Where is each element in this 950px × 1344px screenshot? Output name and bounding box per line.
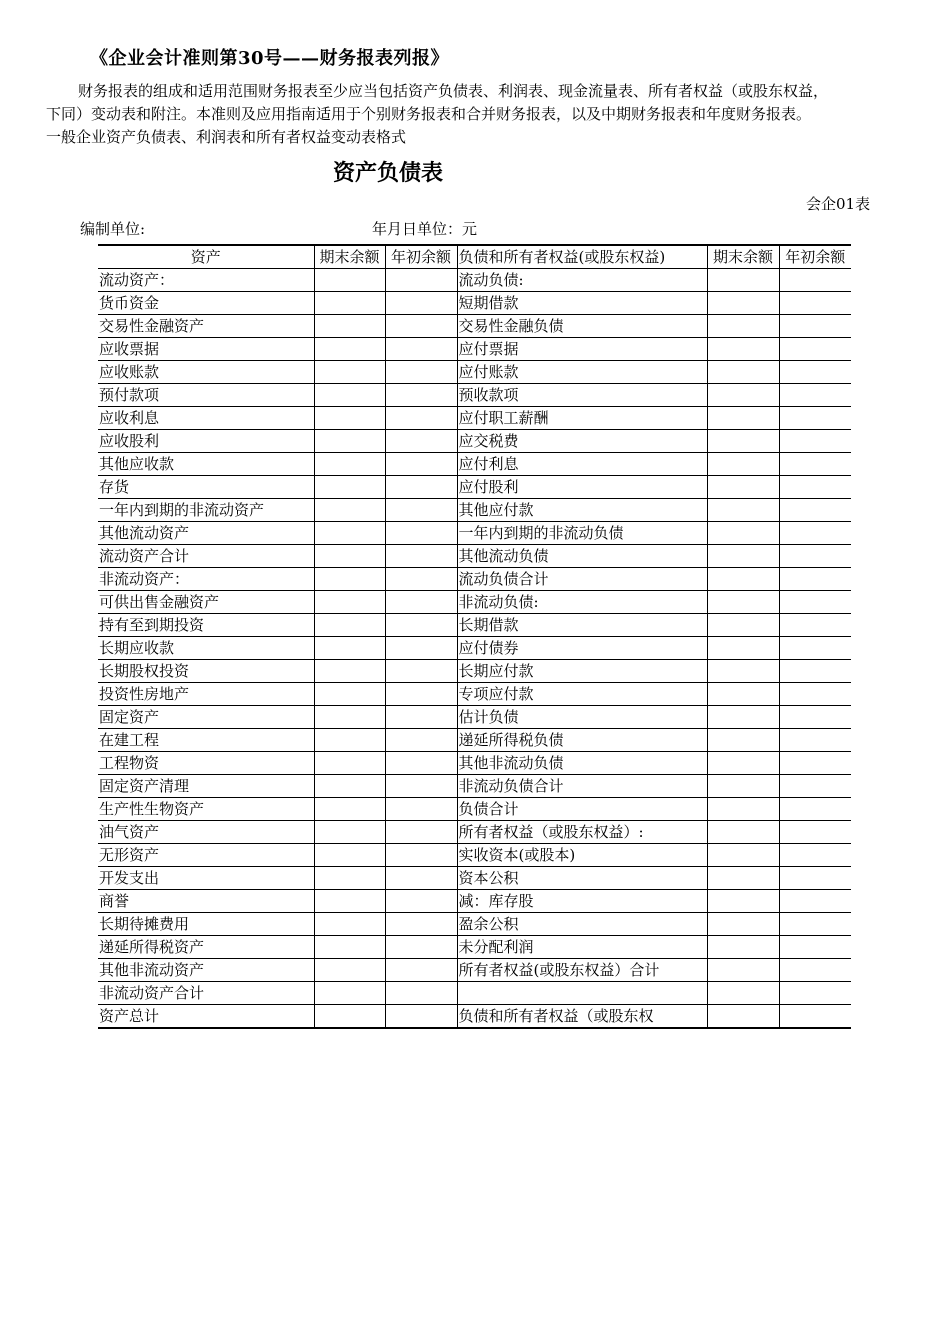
liability-opening-balance-cell bbox=[779, 821, 851, 844]
liability-item-cell: 流动负债: bbox=[457, 269, 707, 292]
liability-item-cell: 流动负债合计 bbox=[457, 568, 707, 591]
asset-opening-balance-cell bbox=[385, 821, 457, 844]
liability-item-cell: 长期借款 bbox=[457, 614, 707, 637]
date-unit-label: 年月日单位：元 bbox=[372, 220, 478, 238]
table-row bbox=[98, 361, 851, 384]
asset-ending-balance-cell bbox=[314, 706, 385, 729]
table-row bbox=[98, 384, 851, 407]
asset-item-cell: 在建工程 bbox=[98, 729, 314, 752]
asset-item-cell: 长期待摊费用 bbox=[98, 913, 314, 936]
asset-opening-balance-cell bbox=[385, 269, 457, 292]
asset-ending-balance-cell bbox=[314, 729, 385, 752]
asset-item-cell: 固定资产 bbox=[98, 706, 314, 729]
asset-opening-balance-cell bbox=[385, 683, 457, 706]
asset-item-cell: 商誉 bbox=[98, 890, 314, 913]
asset-item-cell: 货币资金 bbox=[98, 292, 314, 315]
liability-item-cell: 所有者权益（或股东权益）: bbox=[457, 821, 707, 844]
liability-opening-balance-cell bbox=[779, 315, 851, 338]
asset-item-cell: 其他非流动资产 bbox=[98, 959, 314, 982]
asset-ending-balance-cell bbox=[314, 637, 385, 660]
paragraph-line: 下同）变动表和附注。本准则及应用指南适用于个别财务报表和合并财务报表，以及中期财务报表和年度财务报表。 bbox=[46, 105, 812, 123]
asset-opening-balance-cell bbox=[385, 476, 457, 499]
asset-ending-balance-cell bbox=[314, 775, 385, 798]
liability-opening-balance-cell bbox=[779, 361, 851, 384]
liability-opening-balance-cell bbox=[779, 614, 851, 637]
liability-opening-balance-cell bbox=[779, 890, 851, 913]
asset-ending-balance-cell bbox=[314, 384, 385, 407]
asset-item-cell: 应收利息 bbox=[98, 407, 314, 430]
liability-item-cell: 一年内到期的非流动负债 bbox=[457, 522, 707, 545]
asset-item-cell: 资产总计 bbox=[98, 1005, 314, 1029]
liability-opening-balance-cell bbox=[779, 591, 851, 614]
asset-item-cell: 应收股利 bbox=[98, 430, 314, 453]
table-row bbox=[98, 453, 851, 476]
asset-opening-balance-cell bbox=[385, 292, 457, 315]
asset-opening-balance-cell bbox=[385, 568, 457, 591]
liability-item-cell: 应付职工薪酬 bbox=[457, 407, 707, 430]
asset-ending-balance-cell bbox=[314, 591, 385, 614]
table-row bbox=[98, 959, 851, 982]
liability-item-cell: 负债合计 bbox=[457, 798, 707, 821]
asset-opening-balance-cell bbox=[385, 384, 457, 407]
asset-opening-balance-cell bbox=[385, 982, 457, 1005]
asset-opening-balance-cell bbox=[385, 867, 457, 890]
liability-ending-balance-cell bbox=[707, 959, 779, 982]
liability-ending-balance-cell bbox=[707, 522, 779, 545]
asset-opening-balance-cell bbox=[385, 614, 457, 637]
liability-ending-balance-cell bbox=[707, 315, 779, 338]
liability-ending-balance-cell bbox=[707, 729, 779, 752]
liability-ending-balance-cell bbox=[707, 407, 779, 430]
liability-ending-balance-cell bbox=[707, 1005, 779, 1029]
liability-opening-balance-cell bbox=[779, 867, 851, 890]
table-row bbox=[98, 729, 851, 752]
liability-item-cell: 负债和所有者权益（或股东权 bbox=[457, 1005, 707, 1029]
asset-ending-balance-cell bbox=[314, 890, 385, 913]
liability-ending-balance-cell bbox=[707, 476, 779, 499]
asset-opening-balance-cell bbox=[385, 430, 457, 453]
asset-ending-balance-cell bbox=[314, 821, 385, 844]
asset-ending-balance-cell bbox=[314, 959, 385, 982]
table-row bbox=[98, 545, 851, 568]
liability-opening-balance-cell bbox=[779, 1005, 851, 1029]
asset-opening-balance-cell bbox=[385, 798, 457, 821]
liability-ending-balance-cell bbox=[707, 706, 779, 729]
asset-opening-balance-cell bbox=[385, 936, 457, 959]
asset-item-cell: 应收票据 bbox=[98, 338, 314, 361]
table-row bbox=[98, 913, 851, 936]
liability-ending-balance-cell bbox=[707, 867, 779, 890]
asset-opening-balance-cell bbox=[385, 775, 457, 798]
liability-item-cell: 短期借款 bbox=[457, 292, 707, 315]
paragraph-line: 财务报表的组成和适用范围财务报表至少应当包括资产负债表、利润表、现金流量表、所有者权益（或股东权益， bbox=[78, 82, 829, 100]
paragraph-line: 一般企业资产负债表、利润表和所有者权益变动表格式 bbox=[46, 128, 407, 146]
liability-item-cell bbox=[457, 982, 707, 1005]
table-row bbox=[98, 798, 851, 821]
asset-item-cell: 预付款项 bbox=[98, 384, 314, 407]
table-row bbox=[98, 338, 851, 361]
liability-ending-balance-cell bbox=[707, 384, 779, 407]
liability-opening-balance-cell bbox=[779, 637, 851, 660]
header-liabilities-equity: 负债和所有者权益(或股东权益) bbox=[457, 245, 707, 269]
liability-opening-balance-cell bbox=[779, 499, 851, 522]
liability-opening-balance-cell bbox=[779, 913, 851, 936]
table-row bbox=[98, 315, 851, 338]
liability-item-cell: 应付债券 bbox=[457, 637, 707, 660]
asset-opening-balance-cell bbox=[385, 522, 457, 545]
table-row bbox=[98, 844, 851, 867]
table-row bbox=[98, 660, 851, 683]
liability-opening-balance-cell bbox=[779, 407, 851, 430]
table-row bbox=[98, 292, 851, 315]
liability-opening-balance-cell bbox=[779, 453, 851, 476]
balance-sheet-table bbox=[98, 244, 851, 1029]
asset-ending-balance-cell bbox=[314, 614, 385, 637]
asset-ending-balance-cell bbox=[314, 407, 385, 430]
liability-item-cell: 递延所得税负债 bbox=[457, 729, 707, 752]
asset-item-cell: 生产性生物资产 bbox=[98, 798, 314, 821]
asset-item-cell: 长期股权投资 bbox=[98, 660, 314, 683]
table-row bbox=[98, 476, 851, 499]
liability-opening-balance-cell bbox=[779, 775, 851, 798]
table-row bbox=[98, 821, 851, 844]
asset-item-cell: 非流动资产： bbox=[98, 568, 314, 591]
liability-opening-balance-cell bbox=[779, 545, 851, 568]
liability-ending-balance-cell bbox=[707, 775, 779, 798]
table-row bbox=[98, 522, 851, 545]
asset-opening-balance-cell bbox=[385, 315, 457, 338]
liability-opening-balance-cell bbox=[779, 292, 851, 315]
asset-opening-balance-cell bbox=[385, 890, 457, 913]
asset-opening-balance-cell bbox=[385, 660, 457, 683]
asset-ending-balance-cell bbox=[314, 269, 385, 292]
table-row bbox=[98, 890, 851, 913]
asset-ending-balance-cell bbox=[314, 315, 385, 338]
table-row bbox=[98, 683, 851, 706]
asset-ending-balance-cell bbox=[314, 499, 385, 522]
liability-opening-balance-cell bbox=[779, 798, 851, 821]
asset-opening-balance-cell bbox=[385, 338, 457, 361]
liability-ending-balance-cell bbox=[707, 568, 779, 591]
liability-ending-balance-cell bbox=[707, 430, 779, 453]
liability-ending-balance-cell bbox=[707, 269, 779, 292]
liability-ending-balance-cell bbox=[707, 637, 779, 660]
asset-item-cell: 开发支出 bbox=[98, 867, 314, 890]
asset-item-cell: 流动资产合计 bbox=[98, 545, 314, 568]
asset-opening-balance-cell bbox=[385, 499, 457, 522]
asset-item-cell: 非流动资产合计 bbox=[98, 982, 314, 1005]
asset-item-cell: 投资性房地产 bbox=[98, 683, 314, 706]
asset-opening-balance-cell bbox=[385, 913, 457, 936]
asset-ending-balance-cell bbox=[314, 867, 385, 890]
liability-item-cell: 实收资本(或股本) bbox=[457, 844, 707, 867]
table-row bbox=[98, 752, 851, 775]
asset-opening-balance-cell bbox=[385, 591, 457, 614]
liability-opening-balance-cell bbox=[779, 660, 851, 683]
liability-opening-balance-cell bbox=[779, 729, 851, 752]
table-row bbox=[98, 867, 851, 890]
asset-ending-balance-cell bbox=[314, 430, 385, 453]
asset-item-cell: 递延所得税资产 bbox=[98, 936, 314, 959]
liability-ending-balance-cell bbox=[707, 821, 779, 844]
asset-ending-balance-cell bbox=[314, 660, 385, 683]
liability-opening-balance-cell bbox=[779, 683, 851, 706]
asset-item-cell: 交易性金融资产 bbox=[98, 315, 314, 338]
asset-ending-balance-cell bbox=[314, 545, 385, 568]
asset-item-cell: 流动资产： bbox=[98, 269, 314, 292]
asset-ending-balance-cell bbox=[314, 1005, 385, 1029]
document-title: 《企业会计准则第30号——财务报表列报》 bbox=[90, 48, 450, 69]
asset-opening-balance-cell bbox=[385, 1005, 457, 1029]
liability-ending-balance-cell bbox=[707, 453, 779, 476]
asset-item-cell: 油气资产 bbox=[98, 821, 314, 844]
table-row bbox=[98, 637, 851, 660]
asset-opening-balance-cell bbox=[385, 844, 457, 867]
asset-opening-balance-cell bbox=[385, 545, 457, 568]
liability-opening-balance-cell bbox=[779, 752, 851, 775]
liability-item-cell: 其他应付款 bbox=[457, 499, 707, 522]
liability-item-cell: 盈余公积 bbox=[457, 913, 707, 936]
liability-item-cell: 专项应付款 bbox=[457, 683, 707, 706]
liability-item-cell: 其他非流动负债 bbox=[457, 752, 707, 775]
table-header-row bbox=[98, 245, 851, 269]
liability-ending-balance-cell bbox=[707, 913, 779, 936]
table-row bbox=[98, 1005, 851, 1029]
asset-item-cell: 无形资产 bbox=[98, 844, 314, 867]
table-row bbox=[98, 269, 851, 292]
table-row bbox=[98, 982, 851, 1005]
asset-ending-balance-cell bbox=[314, 522, 385, 545]
header-opening-balance: 年初余额 bbox=[779, 245, 851, 269]
liability-ending-balance-cell bbox=[707, 338, 779, 361]
form-code: 会企01表 bbox=[806, 195, 871, 213]
asset-opening-balance-cell bbox=[385, 361, 457, 384]
table-row bbox=[98, 936, 851, 959]
liability-item-cell: 估计负债 bbox=[457, 706, 707, 729]
asset-ending-balance-cell bbox=[314, 913, 385, 936]
asset-item-cell: 工程物资 bbox=[98, 752, 314, 775]
liability-opening-balance-cell bbox=[779, 338, 851, 361]
asset-item-cell: 一年内到期的非流动资产 bbox=[98, 499, 314, 522]
intro-paragraph bbox=[46, 80, 916, 149]
liability-ending-balance-cell bbox=[707, 660, 779, 683]
liability-ending-balance-cell bbox=[707, 361, 779, 384]
liability-ending-balance-cell bbox=[707, 844, 779, 867]
asset-ending-balance-cell bbox=[314, 683, 385, 706]
liability-item-cell: 未分配利润 bbox=[457, 936, 707, 959]
asset-item-cell: 应收账款 bbox=[98, 361, 314, 384]
liability-opening-balance-cell bbox=[779, 476, 851, 499]
liability-item-cell: 长期应付款 bbox=[457, 660, 707, 683]
asset-ending-balance-cell bbox=[314, 453, 385, 476]
table-row bbox=[98, 591, 851, 614]
liability-ending-balance-cell bbox=[707, 292, 779, 315]
liability-ending-balance-cell bbox=[707, 499, 779, 522]
liability-item-cell: 应付股利 bbox=[457, 476, 707, 499]
asset-item-cell: 持有至到期投资 bbox=[98, 614, 314, 637]
asset-opening-balance-cell bbox=[385, 706, 457, 729]
liability-ending-balance-cell bbox=[707, 798, 779, 821]
asset-opening-balance-cell bbox=[385, 407, 457, 430]
asset-ending-balance-cell bbox=[314, 338, 385, 361]
table-row bbox=[98, 407, 851, 430]
asset-ending-balance-cell bbox=[314, 936, 385, 959]
liability-opening-balance-cell bbox=[779, 568, 851, 591]
asset-item-cell: 可供出售金融资产 bbox=[98, 591, 314, 614]
header-ending-balance: 期末余额 bbox=[707, 245, 779, 269]
table-row bbox=[98, 430, 851, 453]
liability-opening-balance-cell bbox=[779, 982, 851, 1005]
asset-ending-balance-cell bbox=[314, 292, 385, 315]
sheet-title: 资产负债表 bbox=[333, 161, 444, 186]
asset-ending-balance-cell bbox=[314, 752, 385, 775]
liability-item-cell: 资本公积 bbox=[457, 867, 707, 890]
table-row bbox=[98, 614, 851, 637]
liability-ending-balance-cell bbox=[707, 614, 779, 637]
asset-item-cell: 长期应收款 bbox=[98, 637, 314, 660]
liability-opening-balance-cell bbox=[779, 844, 851, 867]
liability-ending-balance-cell bbox=[707, 982, 779, 1005]
liability-opening-balance-cell bbox=[779, 706, 851, 729]
asset-opening-balance-cell bbox=[385, 453, 457, 476]
asset-ending-balance-cell bbox=[314, 476, 385, 499]
liability-item-cell: 应付账款 bbox=[457, 361, 707, 384]
liability-item-cell: 交易性金融负债 bbox=[457, 315, 707, 338]
table-row bbox=[98, 499, 851, 522]
liability-opening-balance-cell bbox=[779, 936, 851, 959]
asset-ending-balance-cell bbox=[314, 982, 385, 1005]
liability-item-cell: 减：库存股 bbox=[457, 890, 707, 913]
table-row bbox=[98, 706, 851, 729]
asset-item-cell: 其他流动资产 bbox=[98, 522, 314, 545]
asset-opening-balance-cell bbox=[385, 752, 457, 775]
liability-item-cell: 应交税费 bbox=[457, 430, 707, 453]
preparer-label: 编制单位: bbox=[80, 220, 146, 238]
liability-opening-balance-cell bbox=[779, 522, 851, 545]
liability-item-cell: 应付利息 bbox=[457, 453, 707, 476]
liability-item-cell: 预收款项 bbox=[457, 384, 707, 407]
liability-item-cell: 所有者权益(或股东权益）合计 bbox=[457, 959, 707, 982]
liability-opening-balance-cell bbox=[779, 384, 851, 407]
asset-ending-balance-cell bbox=[314, 568, 385, 591]
asset-ending-balance-cell bbox=[314, 844, 385, 867]
liability-item-cell: 非流动负债: bbox=[457, 591, 707, 614]
liability-opening-balance-cell bbox=[779, 959, 851, 982]
liability-ending-balance-cell bbox=[707, 545, 779, 568]
asset-ending-balance-cell bbox=[314, 798, 385, 821]
asset-item-cell: 存货 bbox=[98, 476, 314, 499]
liability-ending-balance-cell bbox=[707, 683, 779, 706]
asset-opening-balance-cell bbox=[385, 729, 457, 752]
asset-ending-balance-cell bbox=[314, 361, 385, 384]
liability-opening-balance-cell bbox=[779, 269, 851, 292]
liability-ending-balance-cell bbox=[707, 890, 779, 913]
table-row bbox=[98, 568, 851, 591]
liability-item-cell: 应付票据 bbox=[457, 338, 707, 361]
asset-item-cell: 其他应收款 bbox=[98, 453, 314, 476]
liability-ending-balance-cell bbox=[707, 936, 779, 959]
asset-item-cell: 固定资产清理 bbox=[98, 775, 314, 798]
asset-opening-balance-cell bbox=[385, 959, 457, 982]
liability-ending-balance-cell bbox=[707, 591, 779, 614]
header-ending-balance: 期末余额 bbox=[314, 245, 385, 269]
header-opening-balance: 年初余额 bbox=[385, 245, 457, 269]
liability-item-cell: 非流动负债合计 bbox=[457, 775, 707, 798]
header-assets: 资产 bbox=[98, 245, 314, 269]
liability-item-cell: 其他流动负债 bbox=[457, 545, 707, 568]
table-row bbox=[98, 775, 851, 798]
table-body bbox=[98, 269, 851, 1029]
liability-ending-balance-cell bbox=[707, 752, 779, 775]
asset-opening-balance-cell bbox=[385, 637, 457, 660]
liability-opening-balance-cell bbox=[779, 430, 851, 453]
